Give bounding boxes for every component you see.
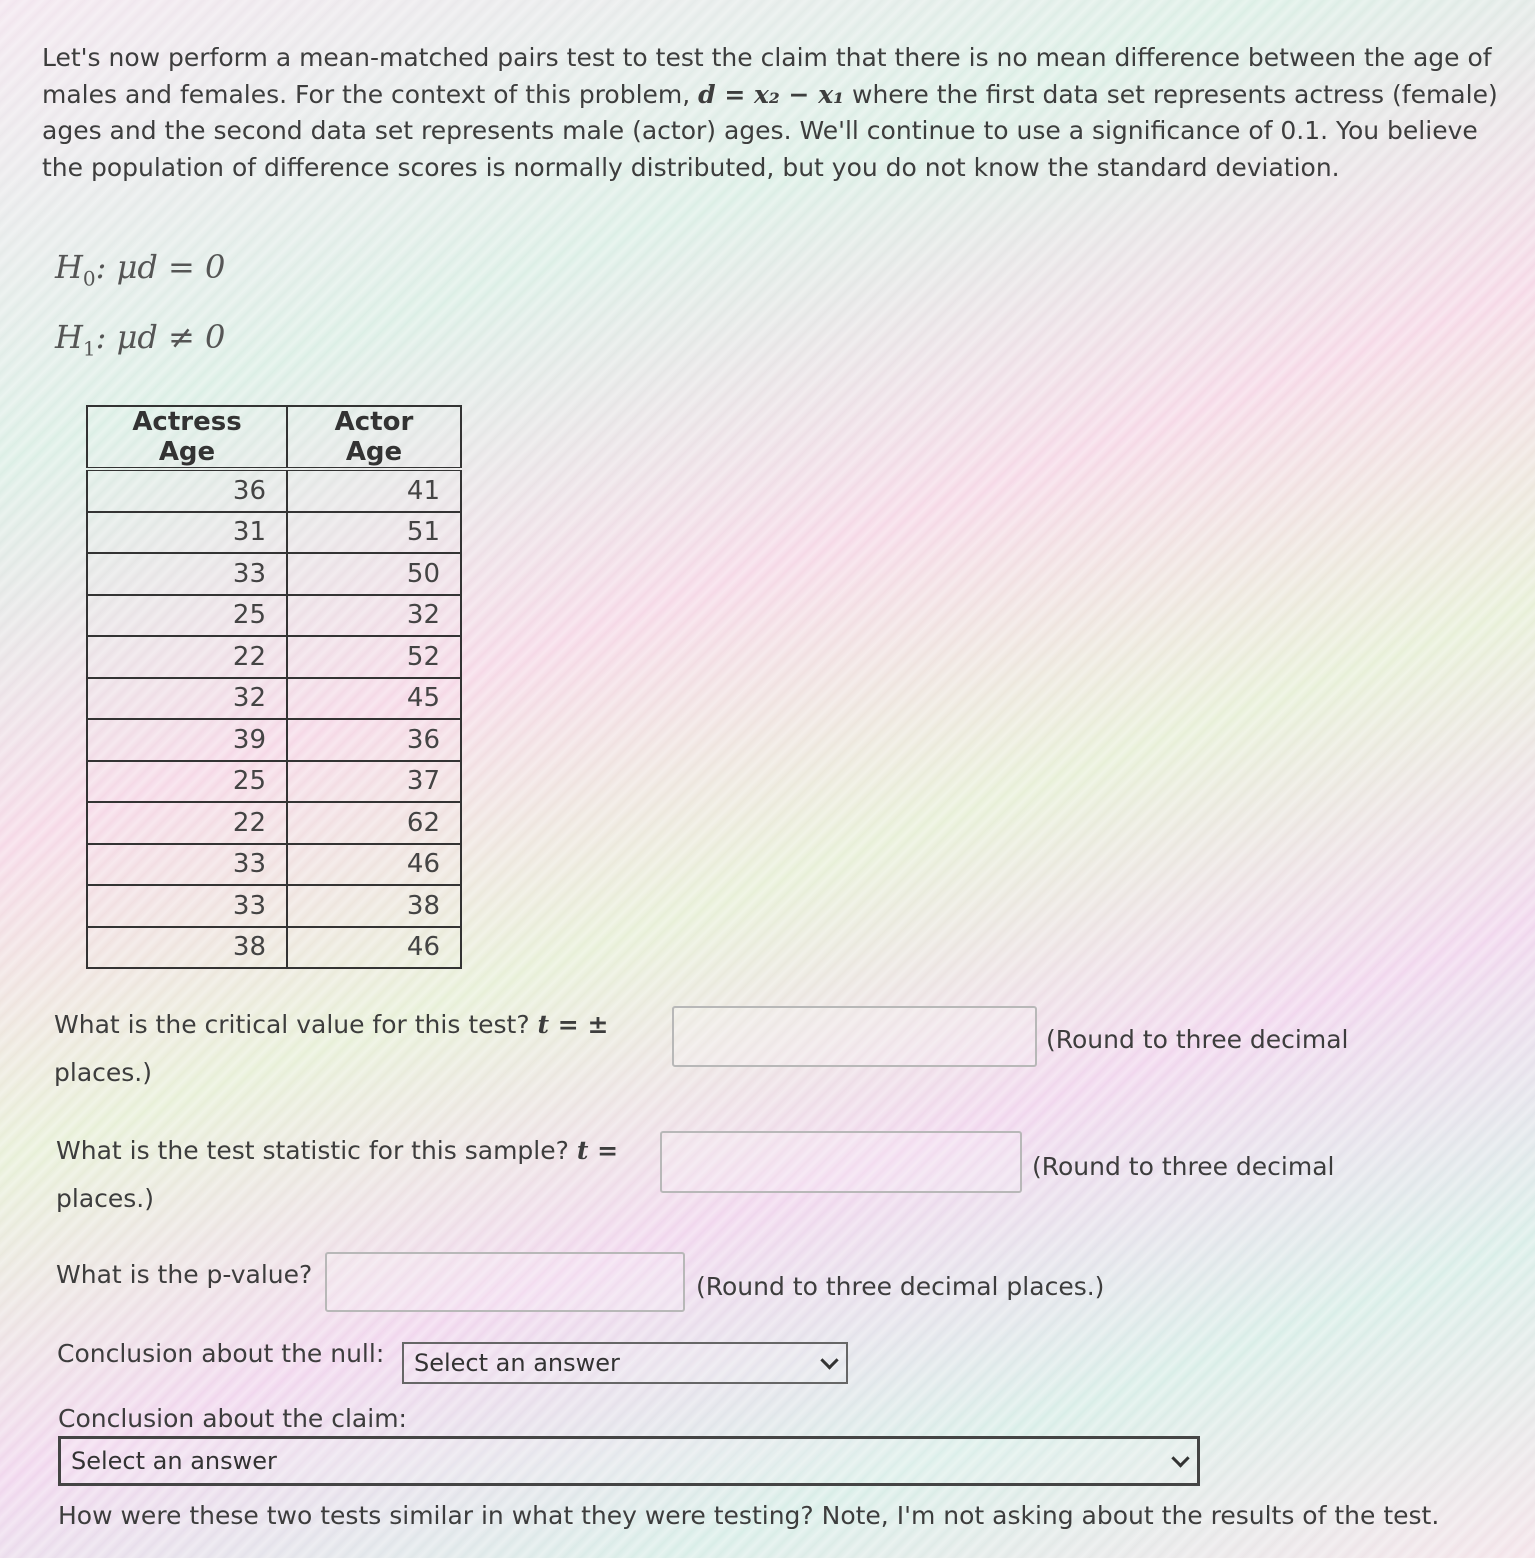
- actor-age-cell: 37: [287, 761, 461, 803]
- test-statistic-question: What is the test statistic for this sample? t =: [56, 1136, 619, 1165]
- actress-age-cell: 22: [87, 802, 287, 844]
- actress-age-cell: 33: [87, 844, 287, 886]
- table-row: [87, 636, 461, 678]
- table-row: [87, 553, 461, 595]
- critical-value-hint: (Round to three decimal: [1046, 1025, 1349, 1054]
- actress-age-cell: 22: [87, 636, 287, 678]
- similarity-question: How were these two tests similar in what they were testing? Note, I'm not asking about the results of the test.: [58, 1501, 1440, 1530]
- table-row: [87, 802, 461, 844]
- actor-age-cell: 50: [287, 553, 461, 595]
- actress-age-cell: 39: [87, 719, 287, 761]
- table-row: [87, 885, 461, 927]
- column-header-actress-age: Actress Age: [87, 406, 287, 469]
- chevron-down-icon: [1171, 1449, 1189, 1467]
- p-value-question: What is the p-value?: [56, 1260, 313, 1289]
- age-data-table: [86, 405, 462, 969]
- table-row: [87, 512, 461, 554]
- claim-conclusion-select[interactable]: [58, 1436, 1200, 1486]
- actress-age-cell: 38: [87, 927, 287, 969]
- actor-age-cell: 46: [287, 844, 461, 886]
- table-row: [87, 595, 461, 637]
- p-value-input[interactable]: [325, 1252, 685, 1312]
- actor-age-cell: 62: [287, 802, 461, 844]
- table-header-row: [87, 406, 461, 469]
- critical-value-math: t = ±: [537, 1010, 609, 1039]
- null-conclusion-label: Conclusion about the null:: [57, 1339, 385, 1368]
- critical-value-question: What is the critical value for this test? t = ±: [54, 1010, 609, 1039]
- actress-age-cell: 32: [87, 678, 287, 720]
- table-row: [87, 844, 461, 886]
- difference-formula: d = x₂ − x₁: [698, 79, 845, 109]
- critical-value-hint-cont: places.): [54, 1058, 152, 1087]
- actress-age-cell: 33: [87, 885, 287, 927]
- test-statistic-hint-cont: places.): [56, 1184, 154, 1213]
- test-statistic-hint: (Round to three decimal: [1032, 1152, 1335, 1181]
- table-row: [87, 469, 461, 512]
- test-statistic-math: t =: [576, 1136, 619, 1165]
- test-statistic-input[interactable]: [660, 1131, 1022, 1193]
- actor-age-cell: 36: [287, 719, 461, 761]
- actress-age-cell: 36: [87, 469, 287, 512]
- table-row: [87, 761, 461, 803]
- actor-age-cell: 45: [287, 678, 461, 720]
- actor-age-cell: 51: [287, 512, 461, 554]
- claim-conclusion-label: Conclusion about the claim:: [58, 1404, 407, 1433]
- actress-age-cell: 33: [87, 553, 287, 595]
- table-row: [87, 678, 461, 720]
- actor-age-cell: 38: [287, 885, 461, 927]
- alternative-hypothesis: $H_1$: μd ≠ 0: [55, 318, 226, 361]
- chevron-down-icon: [820, 1351, 838, 1369]
- table-row: [87, 927, 461, 969]
- null-hypothesis: $H_0$: μd = 0: [55, 248, 226, 291]
- table-row: [87, 719, 461, 761]
- actress-age-cell: 31: [87, 512, 287, 554]
- intro-part1: Let's now perform a mean-matched pairs test to test the claim that there is no mean difference between the age of males and females. For the context of this problem,: [42, 43, 1492, 109]
- actress-age-cell: 25: [87, 595, 287, 637]
- actress-age-cell: 25: [87, 761, 287, 803]
- intro-part2: where the first data set represents actress (female) ages and the second data set represents male (actor) ages. We'll continue to use a significance of 0.1. You believe the population of difference scores is normally distributed, but you do not know the standard deviation.: [42, 79, 1498, 182]
- actor-age-cell: 41: [287, 469, 461, 512]
- critical-value-input[interactable]: [672, 1006, 1037, 1067]
- problem-statement: [42, 40, 1502, 186]
- null-conclusion-select[interactable]: [402, 1342, 848, 1384]
- actor-age-cell: 32: [287, 595, 461, 637]
- claim-conclusion-selected: Select an answer: [71, 1447, 277, 1475]
- column-header-actor-age: Actor Age: [287, 406, 461, 469]
- actor-age-cell: 46: [287, 927, 461, 969]
- null-conclusion-selected: Select an answer: [414, 1349, 620, 1377]
- actor-age-cell: 52: [287, 636, 461, 678]
- p-value-hint: (Round to three decimal places.): [696, 1272, 1105, 1301]
